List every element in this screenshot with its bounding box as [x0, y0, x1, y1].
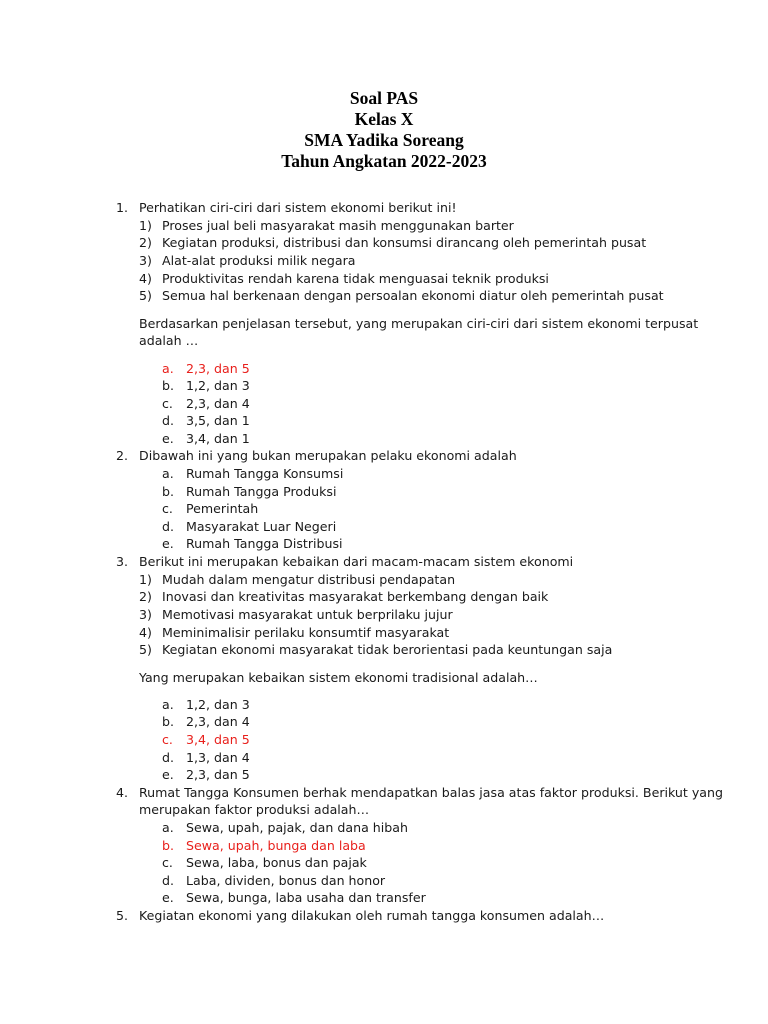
option-text: 2,3, dan 5 [186, 767, 250, 782]
statement-text: Memotivasi masyarakat untuk berprilaku jujur [162, 607, 453, 622]
option-text: 2,3, dan 4 [186, 396, 250, 411]
option-text: Rumah Tangga Produksi [186, 484, 337, 499]
question-text: Rumat Tangga Konsumen berhak mendapatkan balas jasa atas faktor produksi. Berikut yang [139, 785, 723, 800]
option-text-answer: Sewa, upah, bunga dan laba [186, 838, 366, 853]
question-number: 2. [116, 448, 129, 463]
question-text: Berikut ini merupakan kebaikan dari macam-macam sistem ekonomi [139, 554, 574, 569]
question-prompt: Yang merupakan kebaikan sistem ekonomi tradisional adalah… [139, 670, 538, 685]
statement-text: Produktivitas rendah karena tidak menguasai teknik produksi [162, 271, 549, 286]
statement-text: Kegiatan ekonomi masyarakat tidak berorientasi pada keuntungan saja [162, 642, 613, 657]
option-letter: b. [162, 714, 174, 729]
option-text: 3,5, dan 1 [186, 413, 250, 428]
option-letter: d. [162, 873, 174, 888]
question-number: 3. [116, 554, 129, 569]
statement-text: Proses jual beli masyarakat masih menggunakan barter [162, 218, 514, 233]
statement-text: Kegiatan produksi, distribusi dan konsumsi dirancang oleh pemerintah pusat [162, 235, 647, 250]
option-text: 2,3, dan 4 [186, 714, 250, 729]
question-text: Perhatikan ciri-ciri dari sistem ekonomi berikut ini! [139, 200, 457, 215]
question-number: 4. [116, 785, 129, 800]
option-text: 1,2, dan 3 [186, 697, 250, 712]
statement-text: Inovasi dan kreativitas masyarakat berkembang dengan baik [162, 589, 549, 604]
option-letter: e. [162, 536, 174, 551]
statement-number: 3) [139, 253, 152, 268]
option-text: Sewa, bunga, laba usaha dan transfer [186, 890, 426, 905]
option-letter: c. [162, 855, 173, 870]
statement-text: Meminimalisir perilaku konsumtif masyarakat [162, 625, 450, 640]
option-text-answer: 2,3, dan 5 [186, 361, 250, 376]
option-letter-answer: a. [162, 361, 174, 376]
statement-number: 2) [139, 589, 152, 604]
statement-number: 5) [139, 642, 152, 657]
option-text: Sewa, laba, bonus dan pajak [186, 855, 367, 870]
option-letter: e. [162, 767, 174, 782]
option-letter: d. [162, 750, 174, 765]
statement-text: Alat-alat produksi milik negara [162, 253, 356, 268]
option-letter: d. [162, 413, 174, 428]
question-text: merupakan faktor produksi adalah… [139, 802, 370, 817]
option-text: 3,4, dan 1 [186, 431, 250, 446]
question-number: 1. [116, 200, 129, 215]
option-text: Sewa, upah, pajak, dan dana hibah [186, 820, 408, 835]
statement-text: Semua hal berkenaan dengan persoalan ekonomi diatur oleh pemerintah pusat [162, 288, 664, 303]
statement-number: 4) [139, 625, 152, 640]
option-text: Masyarakat Luar Negeri [186, 519, 337, 534]
question-text: Dibawah ini yang bukan merupakan pelaku ekonomi adalah [139, 448, 517, 463]
option-letter: a. [162, 697, 174, 712]
question-prompt: Berdasarkan penjelasan tersebut, yang merupakan ciri-ciri dari sistem ekonomi terpusat [139, 316, 699, 331]
header-title: Soal PAS [349, 88, 419, 108]
option-letter-answer: c. [162, 732, 173, 747]
option-letter: c. [162, 396, 173, 411]
option-text: Pemerintah [186, 501, 259, 516]
option-text: 1,3, dan 4 [186, 750, 250, 765]
option-letter: e. [162, 890, 174, 905]
option-text: 1,2, dan 3 [186, 378, 250, 393]
statement-text: Mudah dalam mengatur distribusi pendapatan [162, 572, 456, 587]
header-class: Kelas X [354, 109, 414, 129]
statement-number: 5) [139, 288, 152, 303]
option-text: Laba, dividen, bonus dan honor [186, 873, 386, 888]
question-prompt: adalah … [139, 333, 199, 348]
option-text: Rumah Tangga Distribusi [186, 536, 343, 551]
option-letter: c. [162, 501, 173, 516]
option-letter: b. [162, 484, 174, 499]
question-number: 5. [116, 908, 129, 923]
header-school: SMA Yadika Soreang [304, 130, 464, 150]
header-year: Tahun Angkatan 2022-2023 [281, 151, 487, 171]
option-letter: a. [162, 466, 174, 481]
statement-number: 1) [139, 218, 152, 233]
option-letter: d. [162, 519, 174, 534]
option-text: Rumah Tangga Konsumsi [186, 466, 344, 481]
option-letter: e. [162, 431, 174, 446]
option-letter-answer: b. [162, 838, 174, 853]
statement-number: 4) [139, 271, 152, 286]
statement-number: 3) [139, 607, 152, 622]
option-text-answer: 3,4, dan 5 [186, 732, 250, 747]
statement-number: 1) [139, 572, 152, 587]
option-letter: a. [162, 820, 174, 835]
question-text: Kegiatan ekonomi yang dilakukan oleh rumah tangga konsumen adalah… [139, 908, 605, 923]
statement-number: 2) [139, 235, 152, 250]
option-letter: b. [162, 378, 174, 393]
